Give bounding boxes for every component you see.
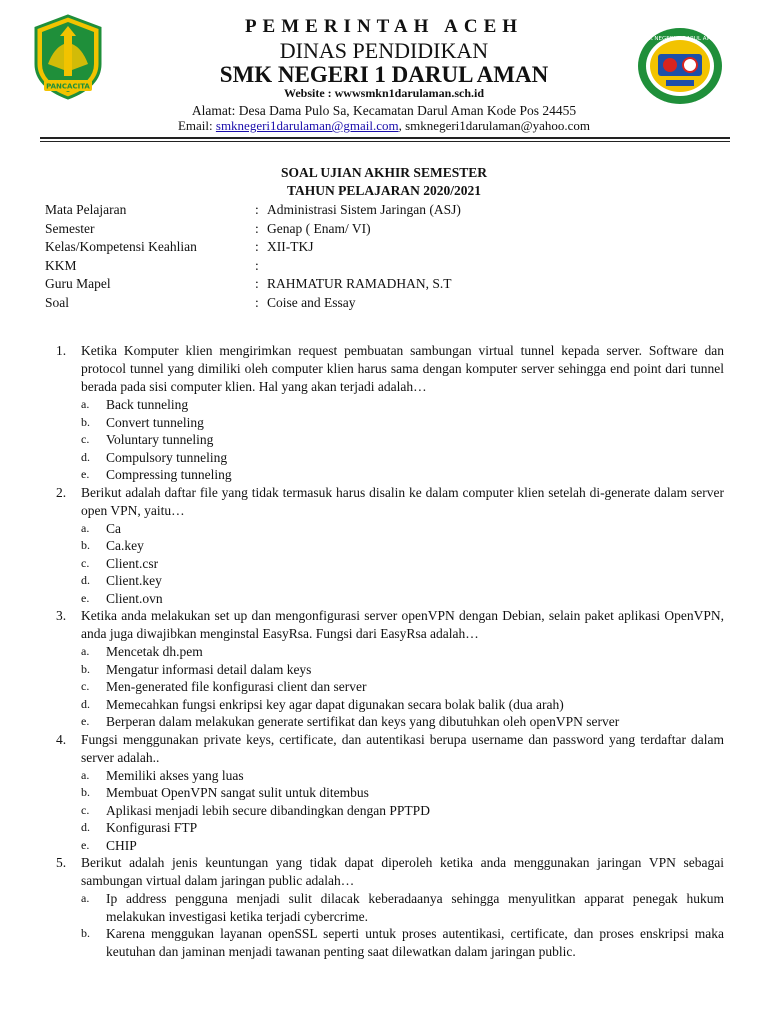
option-letter: c.	[81, 679, 90, 693]
option-letter: c.	[81, 555, 90, 570]
info-row	[45, 221, 735, 240]
answer-option	[81, 449, 724, 467]
letterhead-divider-thin	[40, 141, 730, 142]
option-text: Ca.key	[106, 538, 144, 553]
option-letter: c.	[81, 802, 90, 817]
option-letter: a.	[81, 397, 90, 411]
answer-option	[81, 396, 724, 414]
letterhead-department: DINAS PENDIDIKAN	[279, 38, 489, 63]
info-colon: :	[255, 276, 259, 292]
option-text: Back tunneling	[106, 397, 189, 412]
left-logo-text: PANCACITA	[46, 82, 90, 91]
question-item	[56, 484, 724, 608]
exam-info-table	[45, 202, 735, 314]
answer-option	[81, 678, 724, 696]
info-value: Coise and Essay	[267, 294, 356, 310]
option-text: Client.csr	[106, 555, 159, 571]
option-text: Client.ovn	[106, 590, 163, 606]
email-separator: ,	[398, 118, 406, 133]
question-item	[56, 854, 724, 960]
letterhead-government: PEMERINTAH ACEH	[244, 16, 524, 37]
option-letter: d.	[81, 573, 90, 587]
option-text: Memiliki akses yang luas	[106, 767, 244, 783]
info-colon: :	[255, 257, 259, 273]
answer-option	[81, 572, 724, 590]
exam-title: SOAL UJIAN AKHIR SEMESTER	[281, 165, 487, 180]
question-text: Berikut adalah jenis keuntungan yang tidak dapat diperoleh ketika anda menggunakan jaringan VPN sebagai sambungan virtual dalam jaringan public adalah…	[81, 855, 724, 888]
info-label: KKM	[45, 257, 77, 273]
option-letter: b.	[81, 926, 90, 940]
answer-option	[81, 537, 724, 555]
option-letter: a.	[81, 644, 90, 658]
option-list	[81, 767, 724, 855]
answer-option	[81, 590, 724, 608]
info-label: Semester	[45, 220, 95, 236]
info-value: Administrasi Sistem Jaringan (ASJ)	[267, 202, 461, 217]
info-row	[45, 202, 735, 221]
option-letter: b.	[81, 785, 90, 799]
info-row	[45, 239, 735, 258]
info-colon: :	[255, 220, 259, 236]
info-value: RAHMATUR RAMADHAN, S.T	[267, 276, 452, 292]
answer-option	[81, 713, 724, 731]
question-number: 4.	[56, 731, 67, 747]
info-row	[45, 276, 735, 295]
option-text: Memecahkan fungsi enkripsi key agar dapat digunakan secara bolak balik (dua arah)	[106, 696, 564, 712]
question-item	[56, 731, 724, 855]
info-label: Mata Pelajaran	[45, 202, 127, 217]
option-text: Convert tunneling	[106, 414, 204, 430]
option-text: Client.key	[106, 573, 162, 588]
option-text: Mencetak dh.pem	[106, 644, 203, 659]
info-row	[45, 258, 735, 277]
question-item	[56, 342, 724, 484]
letterhead-divider-thick	[40, 137, 730, 139]
answer-option	[81, 431, 724, 449]
answer-option	[81, 819, 724, 837]
option-letter: e.	[81, 467, 90, 481]
school-emblem-logo	[636, 26, 724, 106]
option-letter: e.	[81, 714, 90, 728]
info-label: Guru Mapel	[45, 276, 111, 292]
info-colon: :	[255, 239, 259, 255]
exam-year: TAHUN PELAJARAN 2020/2021	[286, 183, 481, 198]
answer-option	[81, 802, 724, 820]
email-link-gmail[interactable]: smknegeri1darulaman@gmail.com	[215, 118, 399, 133]
option-letter: d.	[81, 696, 90, 711]
option-text: CHIP	[106, 837, 137, 853]
question-text: Ketika anda melakukan set up dan mengonfigurasi server openVPN dengan Debian, selain paket aplikasi OpenVPN, anda juga diwajibkan menginstal EasyRsa. Fungsi dari EasyRsa adalah…	[81, 608, 724, 641]
option-letter: a.	[81, 520, 90, 535]
option-letter: c.	[81, 432, 90, 446]
answer-option	[81, 925, 724, 960]
question-text: Ketika Komputer klien mengirimkan request pembuatan sambungan virtual tunnel kepada server. Software dan protocol tunnel yang dimiliki oleh computer klien harus sama dengan komputer server sehingga end point dari tunnel berada pada sisi computer klien. Hal yang akan terjadi adalah…	[81, 343, 724, 394]
option-letter: a.	[81, 891, 90, 905]
option-text: Konfigurasi FTP	[106, 820, 198, 835]
option-text: Voluntary tunneling	[106, 432, 214, 447]
option-text: Compressing tunneling	[106, 467, 232, 482]
answer-option	[81, 767, 724, 785]
question-number: 3.	[56, 608, 67, 623]
option-list	[81, 520, 724, 608]
option-list	[81, 643, 724, 731]
letterhead-address: Alamat: Desa Dama Pulo Sa, Kecamatan Darul Aman Kode Pos 24455	[191, 103, 577, 118]
option-letter: d.	[81, 449, 90, 464]
option-text: Mengatur informasi detail dalam keys	[106, 661, 312, 677]
option-letter: a.	[81, 767, 90, 782]
answer-option	[81, 555, 724, 573]
info-value: XII-TKJ	[267, 239, 314, 255]
answer-option	[81, 890, 724, 925]
aceh-emblem-logo	[30, 14, 106, 100]
answer-option	[81, 661, 724, 679]
email-yahoo: smknegeri1darulaman@yahoo.com	[405, 118, 591, 133]
info-colon: :	[255, 202, 259, 217]
option-letter: b.	[81, 661, 90, 676]
right-logo-text: SMK NEGERI 1 DARUL AMAN	[640, 36, 720, 42]
answer-option	[81, 784, 724, 802]
info-colon: :	[255, 294, 259, 310]
option-text: Aplikasi menjadi lebih secure dibandingkan dengan PPTPD	[106, 802, 430, 818]
option-text: Karena menggukan layanan openSSL seperti untuk proses autentikasi, certificate, dan proses enskripsi maka keutuhan dan jaminan menjadi tawanan penting saat dilewatkan dalam jaringan public.	[106, 926, 724, 959]
info-row	[45, 295, 735, 314]
info-label: Kelas/Kompetensi Keahlian	[45, 239, 197, 255]
option-letter: b.	[81, 538, 90, 552]
letterhead-school-name: SMK NEGERI 1 DARUL AMAN	[219, 62, 549, 87]
answer-option	[81, 466, 724, 484]
option-letter: e.	[81, 837, 90, 852]
question-text: Fungsi menggunakan private keys, certificate, dan autentikasi berupa username dan password yang terdaftar dalam server adalah..	[81, 731, 724, 765]
email-label: Email:	[177, 118, 216, 133]
option-letter: e.	[81, 590, 90, 605]
question-number: 1.	[56, 343, 67, 358]
option-text: Ip address pengguna menjadi sulit dilacak keberadaanya sehingga menyulitkan apparat penegak hukum melakukan investigasi ketika terjadi cybercrime.	[106, 891, 724, 924]
answer-option	[81, 837, 724, 855]
option-text: Berperan dalam melakukan generate sertifikat dan keys yang dibutuhkan oleh openVPN server	[106, 714, 620, 729]
info-label: Soal	[45, 294, 70, 310]
question-item	[56, 607, 724, 731]
question-number: 5.	[56, 855, 67, 870]
question-number: 2.	[56, 484, 67, 500]
option-text: Men-generated file konfigurasi client dan server	[106, 679, 367, 694]
question-list	[56, 342, 724, 960]
option-list	[81, 890, 724, 960]
answer-option	[81, 696, 724, 714]
answer-option	[81, 414, 724, 432]
question-text: Berikut adalah daftar file yang tidak termasuk harus disalin ke dalam computer klien setelah di-generate dalam server open VPN, yaitu…	[81, 484, 724, 518]
answer-option	[81, 520, 724, 538]
letterhead-website: Website : wwwsmkn1darulaman.sch.id	[283, 86, 485, 100]
option-text: Membuat OpenVPN sangat sulit untuk ditembus	[106, 785, 369, 800]
letterhead-email-line	[150, 118, 618, 134]
option-list	[81, 396, 724, 484]
answer-option	[81, 643, 724, 661]
info-value: Genap ( Enam/ VI)	[267, 220, 371, 236]
option-letter: b.	[81, 414, 90, 429]
option-text: Ca	[106, 520, 121, 536]
option-text: Compulsory tunneling	[106, 449, 228, 465]
option-letter: d.	[81, 820, 90, 834]
